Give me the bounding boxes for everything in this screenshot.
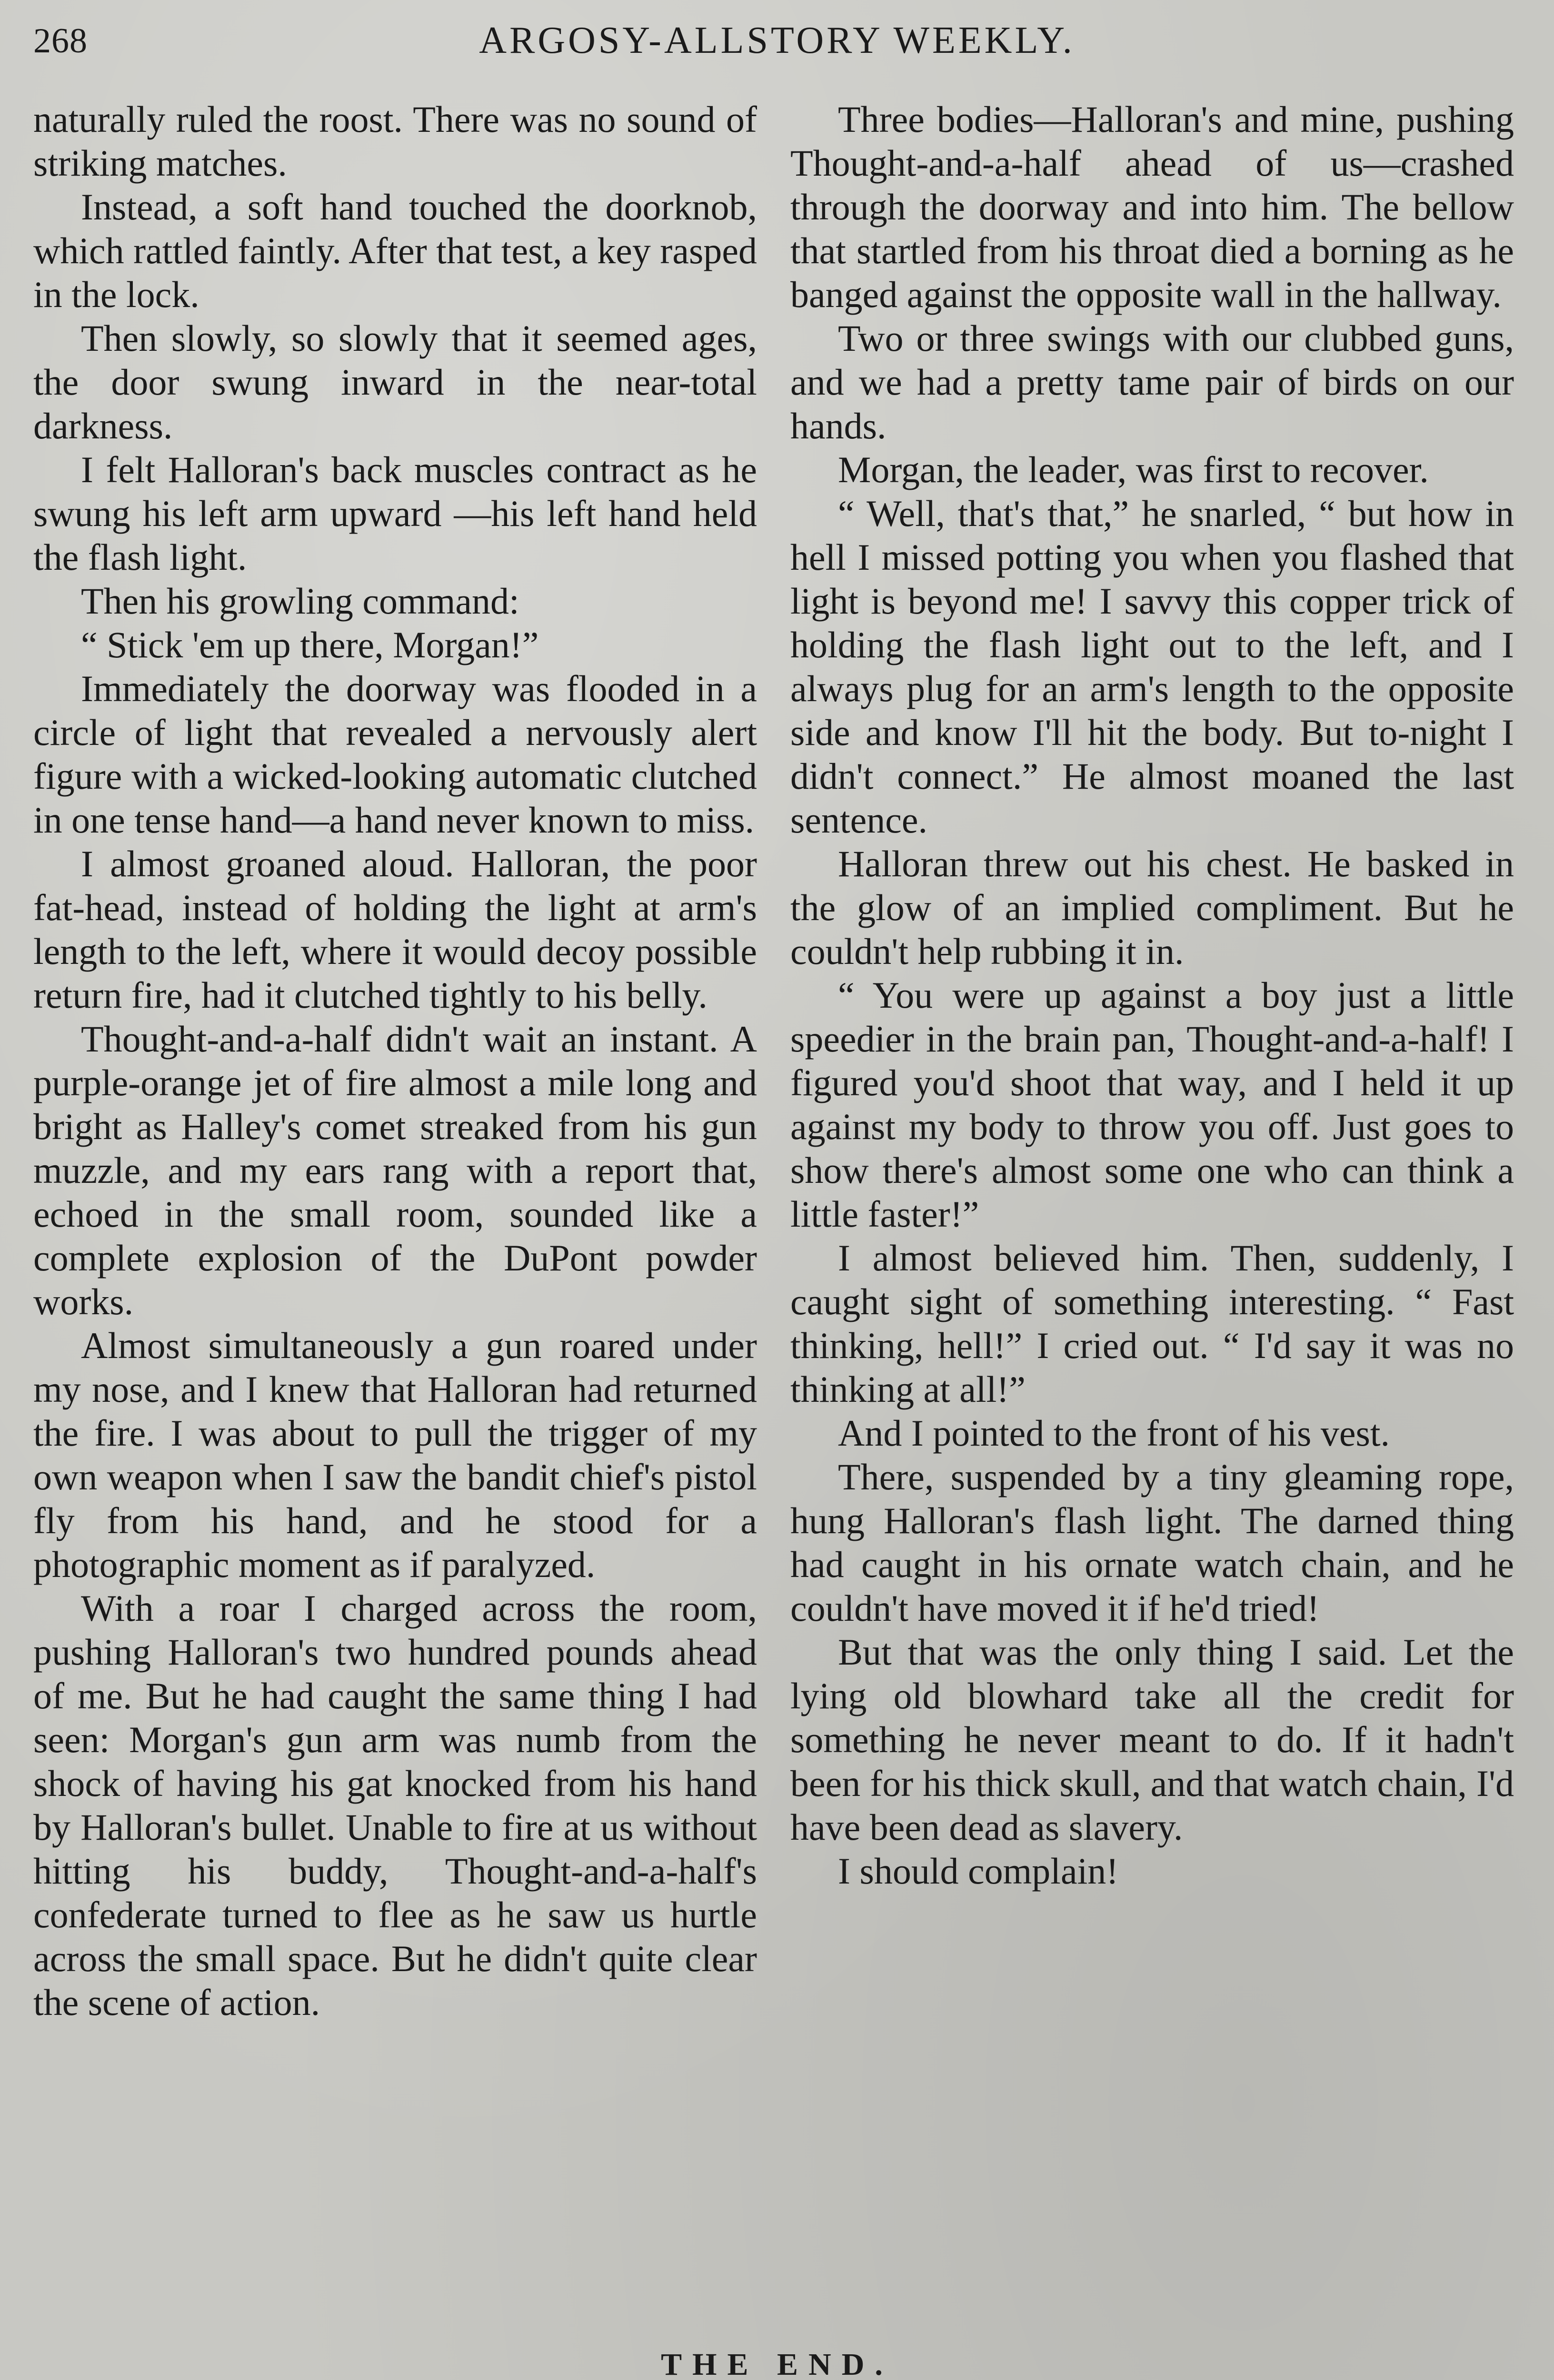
page-header	[29, 14, 1525, 67]
paragraph: “ Well, that's that,” he snarled, “ but how in hell I missed potting you when you flashed that light is beyond me! I savvy this copper trick of holding the flash light out to the left, and I always plug for an arm's length to the opposite side and know I'll hit the body. But to-night I didn't connect.” He almost moaned the last sentence.	[790, 493, 1514, 841]
paragraph: But that was the only thing I said. Let the lying old blowhard take all the credit for something he never meant to do. If it hadn't been for his thick skull, and that watch chain, I'd have been dead as slavery.	[790, 1631, 1514, 1848]
paragraph: I should complain!	[838, 1850, 1119, 1892]
running-title: ARGOSY-ALLSTORY WEEKLY.	[479, 20, 1075, 61]
paragraph: Morgan, the leader, was first to recover.	[838, 449, 1429, 490]
paragraph: I felt Halloran's back muscles contract as he swung his left arm upward —his left hand held the flash light.	[33, 449, 757, 578]
paragraph: I almost groaned aloud. Halloran, the poor fat-head, instead of holding the light at arm's length to the left, where it would decoy possible return fire, had it clutched tightly to his belly.	[33, 843, 757, 1016]
paragraph: Then slowly, so slowly that it seemed ages, the door swung inward in the near-total darkness.	[33, 317, 757, 446]
paragraph: And I pointed to the front of his vest.	[838, 1412, 1390, 1454]
paragraph: Thought-and-a-half didn't wait an instant. A purple-orange jet of fire almost a mile long and bright as Halley's comet streaked from his gun muzzle, and my ears rang with a report that, echoed in the small room, sounded like a complete explosion of the DuPont powder works.	[33, 1018, 757, 1322]
paragraph: “ You were up against a boy just a little speedier in the brain pan, Thought-and-a-half! I figured you'd shoot that way, and I held it up against my body to throw you off. Just goes to show there's almost some one who can think a little faster!”	[790, 974, 1514, 1235]
paragraph: Instead, a soft hand touched the doorknob, which rattled faintly. After that test, a key rasped in the lock.	[33, 186, 757, 315]
paragraph: Two or three swings with our clubbed guns, and we had a pretty tame pair of birds on our hands.	[790, 317, 1514, 446]
paragraph: There, suspended by a tiny gleaming rope, hung Halloran's flash light. The darned thing had caught in his ornate watch chain, and he couldn't have moved it if he'd tried!	[790, 1456, 1514, 1629]
paragraph: “ Stick 'em up there, Morgan!”	[81, 624, 539, 665]
paragraph: Almost simultaneously a gun roared under my nose, and I knew that Halloran had returned the fire. I was about to pull the trigger of my own weapon when I saw the bandit chief's pistol fly from his hand, and he stood for a photographic moment as if paralyzed.	[33, 1325, 757, 1585]
page-number: 268	[33, 21, 88, 60]
paragraph: Then his growling command:	[81, 580, 519, 622]
right-column	[790, 98, 1514, 1893]
left-column	[33, 98, 757, 2024]
paragraph: naturally ruled the roost. There was no sound of striking matches.	[33, 99, 757, 184]
paragraph: I almost believed him. Then, suddenly, I caught sight of something interesting. “ Fast thinking, hell!” I cried out. “ I'd say it was no thinking at all!”	[790, 1237, 1514, 1410]
paragraph: Halloran threw out his chest. He basked in the glow of an implied compliment. But he couldn't help rubbing it in.	[790, 843, 1514, 972]
paragraph: Three bodies—Halloran's and mine, pushing Thought-and-a-half ahead of us—crashed through the doorway and into him. The bellow that startled from his throat died a borning as he banged against the opposite wall in the hallway.	[790, 99, 1514, 315]
story-end-marker: THE END.	[661, 2347, 893, 2380]
paragraph: With a roar I charged across the room, pushing Halloran's two hundred pounds ahead of me. But he had caught the same thing I had seen: Morgan's gun arm was numb from the shock of having his gat knocked from his hand by Halloran's bullet. Unable to fire at us without hitting his buddy, Thought-and-a-half's confederate turned to flee as he saw us hurtle across the small space. But he didn't quite clear the scene of action.	[33, 1587, 757, 2023]
paragraph: Immediately the doorway was flooded in a circle of light that revealed a nervously alert figure with a wicked-looking automatic clutched in one tense hand—a hand never known to miss.	[33, 668, 757, 841]
